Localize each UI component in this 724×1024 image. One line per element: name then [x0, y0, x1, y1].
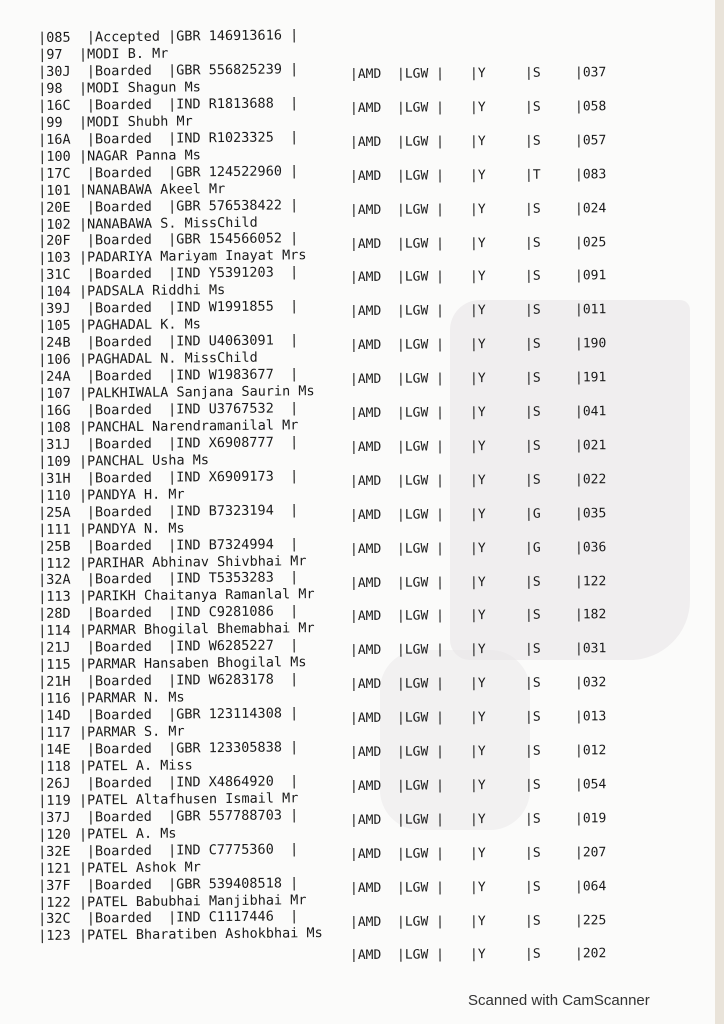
seat-status-doc-line: |16A |Boarded |IND R1023325 | [38, 128, 299, 148]
class-code: |S [524, 235, 541, 251]
passenger-entry [38, 637, 378, 674]
seq-name-line: |108 |PANCHAL Narendramanilal Mr [38, 417, 299, 436]
flight-detail-row [350, 438, 650, 460]
passenger-entry [38, 162, 378, 199]
class-code: |S [524, 65, 541, 81]
page-edge-shadow [715, 0, 724, 1024]
seat-status-doc-line: |20F |Boarded |GBR 154566052 | [38, 230, 299, 250]
seat-status-doc-line: |31H |Boarded |IND X6909173 | [38, 467, 299, 487]
flight-detail-row [350, 472, 650, 494]
seq-name-line: |109 |PANCHAL Usha Ms [38, 452, 210, 470]
flag-code: |Y [469, 506, 486, 522]
seat-status-doc-line: |17C |Boarded |GBR 124522960 | [38, 162, 299, 182]
flight-detail-row [350, 709, 650, 731]
origin-airport: |AMD [349, 405, 382, 422]
origin-airport: |AMD [349, 304, 382, 320]
destination-airport: |LGW | [396, 337, 445, 353]
origin-airport: |AMD [349, 914, 382, 930]
flight-detail-row [350, 777, 650, 799]
flight-detail-row [350, 167, 650, 189]
origin-airport: |AMD [349, 710, 382, 727]
flag-code: |Y [469, 371, 486, 387]
flag-code: |Y [469, 574, 486, 590]
bag-number: |013 [574, 709, 607, 725]
flag-code: |Y [469, 879, 486, 895]
seq-name-line: |106 |PAGHADAL N. MissChild [38, 349, 258, 369]
seat-status-doc-line: |31C |Boarded |IND Y5391203 | [38, 264, 299, 284]
seq-name-line: |101 |NANABAWA Akeel Mr [38, 180, 226, 199]
origin-airport: |AMD [349, 541, 382, 557]
origin-airport: |AMD [349, 744, 382, 761]
seq-name-line: |123 |PATEL Bharatiben Ashokbhai Ms [38, 925, 323, 945]
class-code: |S [524, 811, 541, 827]
bag-number: |225 [574, 912, 607, 928]
flight-detail-row [350, 302, 650, 324]
class-code: |S [524, 201, 541, 217]
destination-airport: |LGW | [396, 371, 445, 387]
destination-airport: |LGW | [396, 574, 445, 591]
flag-code: |Y [469, 438, 486, 455]
seat-status-doc-line: |14D |Boarded |GBR 123114308 | [38, 705, 299, 724]
bag-number: |024 [574, 200, 607, 217]
bag-number: |122 [574, 573, 607, 589]
class-code: |S [524, 608, 541, 624]
flight-detail-row [350, 336, 650, 358]
bag-number: |091 [574, 268, 607, 284]
origin-airport: |AMD [349, 134, 382, 150]
passenger-entry [38, 230, 378, 267]
destination-airport: |LGW | [396, 710, 445, 726]
bag-number: |021 [574, 438, 607, 454]
seq-name-line: |122 |PATEL Babubhai Manjibhai Mr [38, 891, 307, 911]
class-code: |S [524, 336, 541, 353]
bag-number: |036 [574, 539, 607, 556]
class-code: |S [524, 438, 541, 454]
flag-code: |Y [469, 540, 486, 556]
flight-detail-row [350, 234, 650, 256]
seq-name-line: |111 |PANDYA N. Ms [38, 520, 185, 538]
destination-airport: |LGW | [396, 913, 445, 930]
class-code: |G [524, 540, 541, 556]
origin-airport: |AMD [349, 812, 382, 828]
flag-code: |Y [469, 133, 486, 150]
destination-airport: |LGW | [396, 269, 445, 286]
class-code: |S [524, 913, 541, 929]
destination-airport: |LGW | [396, 812, 445, 828]
flag-code: |Y [469, 777, 486, 794]
bag-number: |031 [574, 641, 607, 657]
class-code: |S [524, 472, 541, 488]
class-code: |S [524, 709, 541, 725]
flight-detail-row [350, 743, 650, 765]
class-code: |S [524, 370, 541, 386]
seq-name-line: |105 |PAGHADAL K. Ms [38, 316, 201, 335]
seq-name-line: |112 |PARIHAR Abhinav Shivbhai Mr [38, 552, 307, 572]
bag-number: |064 [574, 878, 607, 895]
passenger-entry [38, 332, 378, 369]
seat-status-doc-line: |37F |Boarded |GBR 539408518 | [38, 874, 299, 894]
flight-detail-row [350, 201, 650, 223]
flag-code: |Y [469, 99, 486, 116]
flag-code: |Y [469, 947, 486, 963]
seat-status-doc-line: |085 |Accepted |GBR 146913616 | [38, 27, 299, 46]
bag-number: |041 [574, 404, 607, 420]
flag-code: |Y [469, 269, 486, 285]
seq-name-line: |103 |PADARIYA Mariyam Inayat Mrs [38, 247, 307, 267]
flight-detail-row [350, 404, 650, 426]
flight-detail-row [350, 811, 650, 833]
bag-number: |058 [574, 99, 607, 115]
flight-detail-row [350, 912, 650, 934]
seq-name-line: |118 |PATEL A. Miss [38, 757, 193, 775]
origin-airport: |AMD [349, 677, 382, 693]
seat-status-doc-line: |16C |Boarded |IND R1813688 | [38, 95, 299, 114]
seat-status-doc-line: |25B |Boarded |IND B7324994 | [38, 535, 299, 555]
flag-code: |Y [469, 405, 486, 421]
seq-name-line: |100 |NAGAR Panna Ms [38, 146, 201, 165]
passenger-entry [38, 603, 378, 640]
flight-detail-row [350, 573, 650, 595]
passenger-entry [38, 501, 378, 538]
bag-number: |037 [574, 65, 607, 81]
flight-detail-row [350, 675, 650, 697]
class-code: |S [524, 133, 541, 149]
destination-airport: |LGW | [396, 405, 445, 421]
class-code: |S [524, 879, 541, 895]
flag-code: |Y [469, 744, 486, 760]
destination-airport: |LGW | [396, 168, 445, 184]
seat-status-doc-line: |16G |Boarded |IND U3767532 | [38, 400, 299, 419]
bag-number: |025 [574, 234, 607, 250]
destination-airport: |LGW | [396, 642, 445, 659]
flight-detail-row [350, 268, 650, 290]
destination-airport: |LGW | [396, 507, 445, 523]
origin-airport: |AMD [349, 100, 382, 116]
passenger-entry [38, 704, 378, 741]
bag-number: |202 [574, 946, 607, 962]
flag-code: |Y [469, 201, 486, 217]
destination-airport: |LGW | [396, 100, 445, 116]
flag-code: |Y [469, 303, 486, 319]
passenger-entry [38, 433, 378, 470]
seq-name-line: |121 |PATEL Ashok Mr [38, 858, 201, 877]
seq-name-line: |115 |PARMAR Hansaben Bhogilal Ms [38, 654, 307, 674]
seq-name-line: |113 |PARIKH Chaitanya Ramanlal Mr [38, 586, 315, 606]
passenger-entry [38, 365, 378, 402]
flag-code: |Y [469, 167, 486, 183]
passenger-entry [38, 60, 378, 97]
class-code: |S [524, 99, 541, 115]
passenger-entry [38, 399, 378, 436]
passenger-entry [38, 569, 378, 606]
destination-airport: |LGW | [396, 879, 445, 896]
seat-status-doc-line: |24B |Boarded |IND U4063091 | [38, 332, 299, 352]
origin-airport: |AMD [349, 168, 382, 184]
passenger-entry [38, 94, 378, 131]
class-code: |S [524, 845, 541, 861]
seat-status-doc-line: |21H |Boarded |IND W6283178 | [38, 671, 299, 691]
seq-name-line: |107 |PALKHIWALA Sanjana Saurin Ms [38, 383, 315, 402]
seq-name-line: |110 |PANDYA H. Mr [38, 486, 185, 504]
flight-detail-row [350, 641, 650, 663]
class-code: |S [524, 269, 541, 285]
origin-airport: |AMD [349, 473, 382, 489]
destination-airport: |LGW | [396, 540, 445, 557]
flight-detail-row [350, 607, 650, 629]
destination-airport: |LGW | [396, 676, 445, 692]
destination-airport: |LGW | [396, 846, 445, 862]
class-code: |S [524, 947, 541, 963]
flight-detail-row [350, 946, 650, 968]
class-code: |S [524, 642, 541, 658]
flag-code: |Y [469, 337, 486, 353]
flight-detail-row [350, 99, 650, 121]
bag-number: |022 [574, 472, 607, 488]
origin-airport: |AMD [349, 948, 382, 964]
seat-status-doc-line: |25A |Boarded |IND B7323194 | [38, 501, 299, 521]
origin-airport: |AMD [349, 575, 382, 591]
class-code: |G [524, 506, 541, 522]
flag-code: |Y [469, 642, 486, 658]
origin-airport: |AMD [349, 270, 382, 286]
bag-number: |057 [574, 133, 607, 149]
passenger-entry [38, 264, 378, 301]
origin-airport: |AMD [349, 507, 382, 523]
origin-airport: |AMD [349, 202, 382, 218]
flag-code: |Y [469, 913, 486, 929]
class-code: |S [524, 303, 541, 319]
passenger-entry [38, 908, 378, 945]
passenger-entry [38, 806, 378, 843]
seat-status-doc-line: |32E |Boarded |IND C7775360 | [38, 840, 299, 860]
seq-name-line: |120 |PATEL A. Ms [38, 825, 177, 843]
destination-airport: |LGW | [396, 439, 445, 455]
passenger-entry [38, 671, 378, 708]
passenger-entry [38, 840, 378, 877]
seat-status-doc-line: |26J |Boarded |IND X4864920 | [38, 773, 299, 792]
bag-number: |019 [574, 811, 607, 827]
flag-code: |Y [469, 811, 486, 828]
destination-airport: |LGW | [396, 134, 445, 150]
bag-number: |054 [574, 777, 607, 793]
seq-name-line: |102 |NANABAWA S. MissChild [38, 214, 258, 233]
passenger-entry [38, 128, 378, 165]
seat-status-doc-line: |32A |Boarded |IND T5353283 | [38, 569, 299, 589]
bag-number: |191 [574, 370, 607, 386]
origin-airport: |AMD [349, 643, 382, 659]
flight-detail-row [350, 370, 650, 392]
class-code: |S [524, 743, 541, 759]
destination-airport: |LGW | [396, 66, 445, 82]
flag-code: |Y [469, 235, 486, 251]
seat-status-doc-line: |21J |Boarded |IND W6285227 | [38, 637, 299, 657]
destination-airport: |LGW | [396, 235, 445, 252]
seq-name-line: |114 |PARMAR Bhogilal Bhemabhai Mr [38, 620, 315, 640]
flag-code: |Y [469, 66, 486, 82]
seq-name-line: |104 |PADSALA Riddhi Ms [38, 282, 226, 301]
origin-airport: |AMD [349, 846, 382, 862]
bag-number: |182 [574, 607, 607, 623]
passenger-entry [38, 738, 378, 775]
flag-code: |Y [469, 472, 486, 489]
seat-status-doc-line: |39J |Boarded |IND W1991855 | [38, 298, 299, 318]
origin-airport: |AMD [349, 66, 382, 83]
bag-number: |190 [574, 336, 607, 352]
class-code: |S [524, 777, 541, 793]
flag-code: |Y [469, 710, 486, 726]
seat-status-doc-line: |24A |Boarded |IND W1983677 | [38, 366, 299, 385]
class-code: |T [524, 167, 541, 183]
origin-airport: |AMD [349, 609, 382, 625]
destination-airport: |LGW | [396, 473, 445, 489]
flight-detail-row [350, 133, 650, 155]
flag-code: |Y [469, 676, 486, 692]
origin-airport: |AMD [349, 371, 382, 388]
passenger-entry [38, 772, 378, 809]
bag-number: |032 [574, 675, 607, 691]
seat-status-doc-line: |28D |Boarded |IND C9281086 | [38, 603, 299, 623]
destination-airport: |LGW | [396, 778, 445, 794]
seq-name-line: |119 |PATEL Altafhusen Ismail Mr [38, 790, 299, 809]
passenger-entry [38, 298, 378, 335]
seat-status-doc-line: |20E |Boarded |GBR 576538422 | [38, 196, 299, 216]
passenger-entry [38, 535, 378, 572]
flight-detail-row [350, 845, 650, 867]
passenger-entry [38, 874, 378, 911]
class-code: |S [524, 675, 541, 692]
seat-status-doc-line: |14E |Boarded |GBR 123305838 | [38, 739, 299, 758]
bag-number: |011 [574, 302, 607, 318]
passenger-entry [38, 196, 378, 233]
bag-number: |083 [574, 166, 607, 183]
flight-detail-row [350, 506, 650, 528]
origin-airport: |AMD [349, 880, 382, 896]
class-code: |S [524, 404, 541, 420]
seq-name-line: |117 |PARMAR S. Mr [38, 723, 185, 741]
destination-airport: |LGW | [396, 744, 445, 760]
bag-number: |207 [574, 844, 607, 861]
seq-name-line: |98 |MODI Shagun Ms [38, 79, 201, 97]
passenger-entry [38, 26, 378, 63]
seat-status-doc-line: |32C |Boarded |IND C1117446 | [38, 908, 299, 928]
origin-airport: |AMD [349, 236, 382, 252]
seat-status-doc-line: |31J |Boarded |IND X6908777 | [38, 434, 299, 453]
seq-name-line: |116 |PARMAR N. Ms [38, 689, 185, 708]
seq-name-line: |99 |MODI Shubh Mr [38, 113, 193, 131]
destination-airport: |LGW | [396, 303, 445, 320]
class-code: |S [524, 574, 541, 590]
origin-airport: |AMD [349, 778, 382, 794]
destination-airport: |LGW | [396, 201, 445, 218]
flight-detail-row [350, 879, 650, 901]
destination-airport: |LGW | [396, 947, 445, 964]
bag-number: |035 [574, 505, 607, 522]
flag-code: |Y [469, 845, 486, 861]
destination-airport: |LGW | [396, 608, 445, 625]
passenger-entry [38, 467, 378, 504]
flight-detail-row [350, 540, 650, 562]
scanner-watermark: Scanned with CamScanner [468, 992, 650, 1009]
seat-status-doc-line: |30J |Boarded |GBR 556825239 | [38, 61, 299, 80]
origin-airport: |AMD [349, 338, 382, 354]
seat-status-doc-line: |37J |Boarded |GBR 557788703 | [38, 806, 299, 826]
origin-airport: |AMD [349, 439, 382, 455]
bag-number: |012 [574, 743, 607, 759]
seq-name-line: |97 |MODI B. Mr [38, 45, 169, 63]
flag-code: |Y [469, 608, 486, 624]
flight-detail-row [350, 65, 650, 87]
